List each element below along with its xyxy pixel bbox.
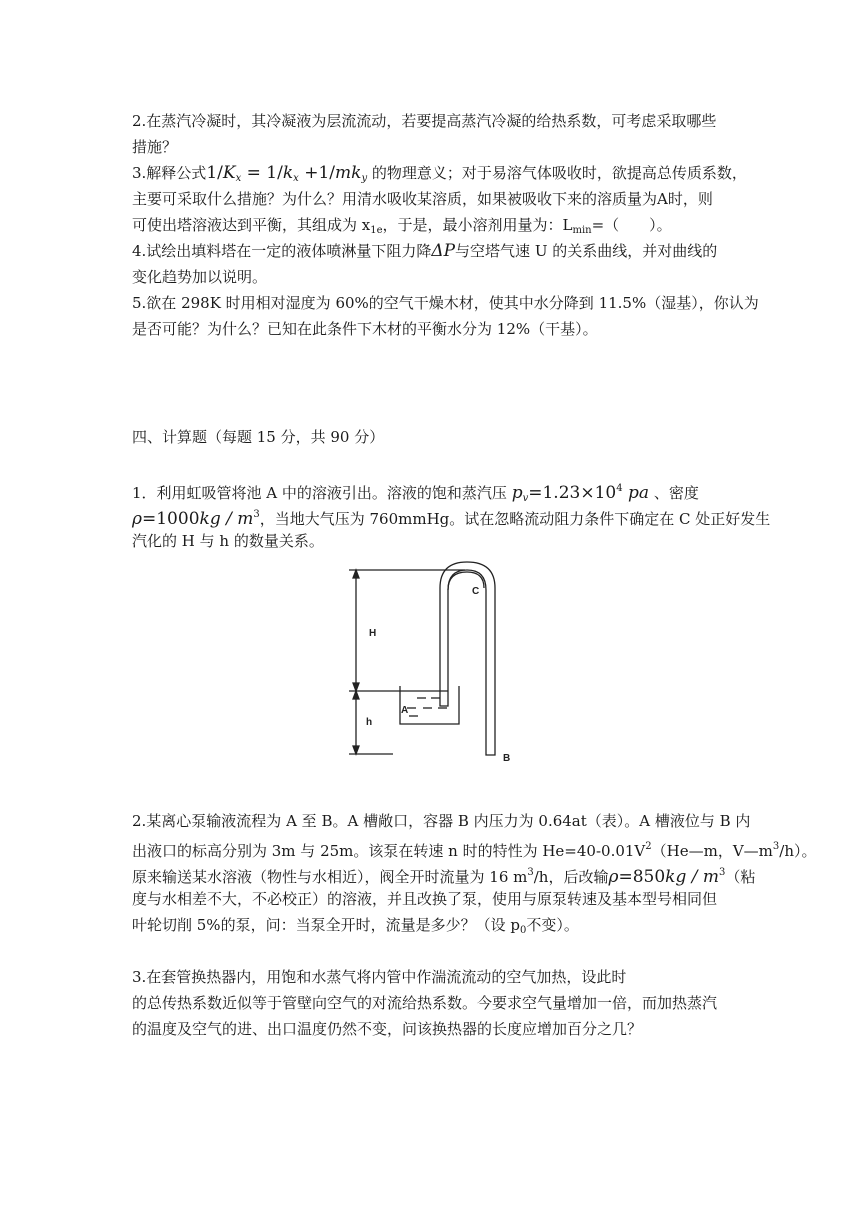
text-line: 的温度及空气的进、出口温度仍然不变，问该换热器的长度应增加百分之几？ — [132, 1020, 643, 1038]
formula-part: =1000 — [142, 509, 200, 529]
text-line: 汽化的 H 与 h 的数量关系。 — [132, 532, 324, 550]
text-segment: =（ ）。 — [591, 216, 672, 234]
formula-rho — [132, 509, 260, 529]
text-segment: 3.解释公式 — [132, 164, 207, 182]
text-segment: 、密度 — [653, 484, 699, 502]
question-4-3 — [132, 964, 742, 1042]
formula-part: kg / m — [665, 867, 719, 887]
text-segment: 的物理意义；对于易溶气体吸收时，欲提高总传质系数， — [371, 164, 747, 182]
section-heading — [132, 424, 742, 450]
text-segment: ，当地大气压为 760mmHg。试在忽略流动阻力条件下确定在 C 处正好发生 — [259, 510, 771, 528]
text-segment: 原来输送某水溶液（物性与水相近），阀全开时流量为 16 m — [132, 868, 528, 886]
text-segment: （He—m，V—m — [651, 842, 773, 860]
text-segment: 叶轮切削 5%的泵，问：当泵全开时，流量是多少？（设 p — [132, 916, 520, 934]
label-b: B — [503, 753, 511, 764]
text-line — [132, 238, 742, 264]
text-line: 措施？ — [132, 138, 178, 156]
formula-subscript: v — [522, 493, 529, 504]
text-segment: 不变）。 — [526, 916, 579, 934]
text-line — [132, 834, 817, 860]
text-line: 2.某离心泵输液流程为 A 至 B。A 槽敞口，容器 B 内压力为 0.64at（表）。A 槽液位与 B 内 — [132, 812, 751, 830]
question-3-3 — [132, 160, 747, 238]
text-line: 的总传热系数近似等于管壁向空气的对流给热系数。今要求空气量增加一倍，而加热蒸汽 — [132, 994, 718, 1012]
arrow-head — [353, 691, 359, 699]
formula-part: mk — [335, 163, 362, 183]
formula-superscript: 3 — [253, 509, 260, 520]
superscript: 2 — [645, 841, 652, 852]
formula-part: + — [304, 163, 319, 183]
text-line — [132, 476, 742, 502]
text-segment: 出液口的标高分别为 3m 与 25m。该泵在转速 n 时的特性为 He=40-0.01V — [132, 842, 646, 860]
question-3-5 — [132, 290, 759, 342]
text-segment: /h）。 — [779, 842, 817, 860]
formula-part: kg / m — [199, 509, 254, 529]
formula-subscript: y — [361, 173, 368, 184]
formula-part: k — [282, 163, 294, 183]
siphon-diagram — [343, 558, 533, 768]
text-line — [132, 502, 771, 529]
formula-part: / — [329, 163, 336, 183]
question-3-4 — [132, 238, 742, 290]
subscript: 0 — [519, 925, 527, 936]
formula-part: =1.23×10 — [528, 483, 617, 503]
formula-subscript: x — [293, 173, 299, 184]
label-h-lower: h — [366, 717, 373, 728]
text-segment: ，于是，最小溶剂用量为：L — [382, 216, 573, 234]
text-line: 5.欲在 298K 时用相对湿度为 60%的空气干燥木材，使其中水分降到 11.5%（湿基），你认为 — [132, 294, 759, 312]
text-segment: 与空塔气速 U 的关系曲线，并对曲线的 — [455, 242, 718, 260]
text-segment: 可使出塔溶液达到平衡，其组成为 x — [132, 216, 371, 234]
formula-subscript: x — [235, 173, 242, 184]
siphon-diagram-svg — [343, 558, 533, 768]
formula-part: = — [246, 163, 261, 183]
formula-superscript: 4 — [616, 483, 623, 494]
text-line: 度与水相差不大，不必校正）的溶液，并且改换了泵，使用与原泵转速及基本型号相同但 — [132, 890, 718, 908]
formula-part: ρ — [608, 867, 619, 887]
text-segment: 1．利用虹吸管将池 A 中的溶液引出。溶液的饱和蒸汽压 — [132, 484, 507, 502]
subscript: min — [572, 225, 592, 236]
label-c: C — [472, 586, 480, 597]
question-4-1 — [132, 476, 771, 554]
text-line: 是否可能？为什么？已知在此条件下木材的平衡水分为 12%（干基）。 — [132, 320, 598, 338]
text-segment: 4.试绘出填料塔在一定的液体喷淋量下阻力降 — [132, 242, 432, 260]
formula-part: 1 — [266, 163, 278, 183]
question-4-2 — [132, 808, 817, 938]
text-segment: （粘 — [725, 868, 756, 886]
formula-rho-850 — [608, 867, 725, 887]
formula-part: / — [217, 163, 223, 183]
formula-part: =850 — [618, 867, 666, 887]
subscript: 1e — [370, 225, 383, 236]
text-line: 3.在套管换热器内，用饱和水蒸气将内管中作湍流流动的空气加热，设此时 — [132, 968, 627, 986]
tank-a — [400, 686, 459, 724]
text-line — [132, 212, 742, 238]
formula-pv — [512, 483, 649, 503]
text-line: 2.在蒸汽冷凝时，其冷凝液为层流流动，若要提高蒸汽冷凝的给热系数，可考虑采取哪些 — [132, 112, 717, 130]
formula-part: / — [277, 163, 283, 183]
formula-part: K — [222, 163, 236, 183]
siphon-tube — [440, 562, 495, 755]
question-3-2 — [132, 108, 742, 160]
formula-delta-p: ΔP — [431, 241, 456, 261]
text-line — [132, 160, 747, 186]
text-line: 变化趋势加以说明。 — [132, 268, 268, 286]
formula-part: p — [511, 483, 523, 503]
label-a: A — [401, 705, 409, 716]
text-line: 主要可采取什么措施？为什么？用清水吸收某溶质，如果被吸收下来的溶质量为A时，则 — [132, 190, 713, 208]
superscript: 3 — [772, 841, 780, 852]
formula-part: pa — [628, 483, 650, 503]
section-heading-text: 四、计算题（每题 15 分，共 90 分） — [132, 428, 385, 446]
formula-superscript: 3 — [719, 867, 726, 878]
formula-part: 1 — [318, 163, 330, 183]
superscript: 3 — [527, 867, 534, 878]
text-segment: /h，后改输 — [533, 868, 609, 886]
arrow-head — [353, 746, 359, 754]
label-h-upper: H — [369, 628, 377, 639]
arrow-head — [353, 570, 359, 578]
text-line — [132, 912, 742, 938]
text-line — [132, 860, 756, 887]
formula-part: 1 — [206, 163, 218, 183]
formula — [206, 163, 367, 183]
formula-part: ρ — [132, 509, 142, 529]
